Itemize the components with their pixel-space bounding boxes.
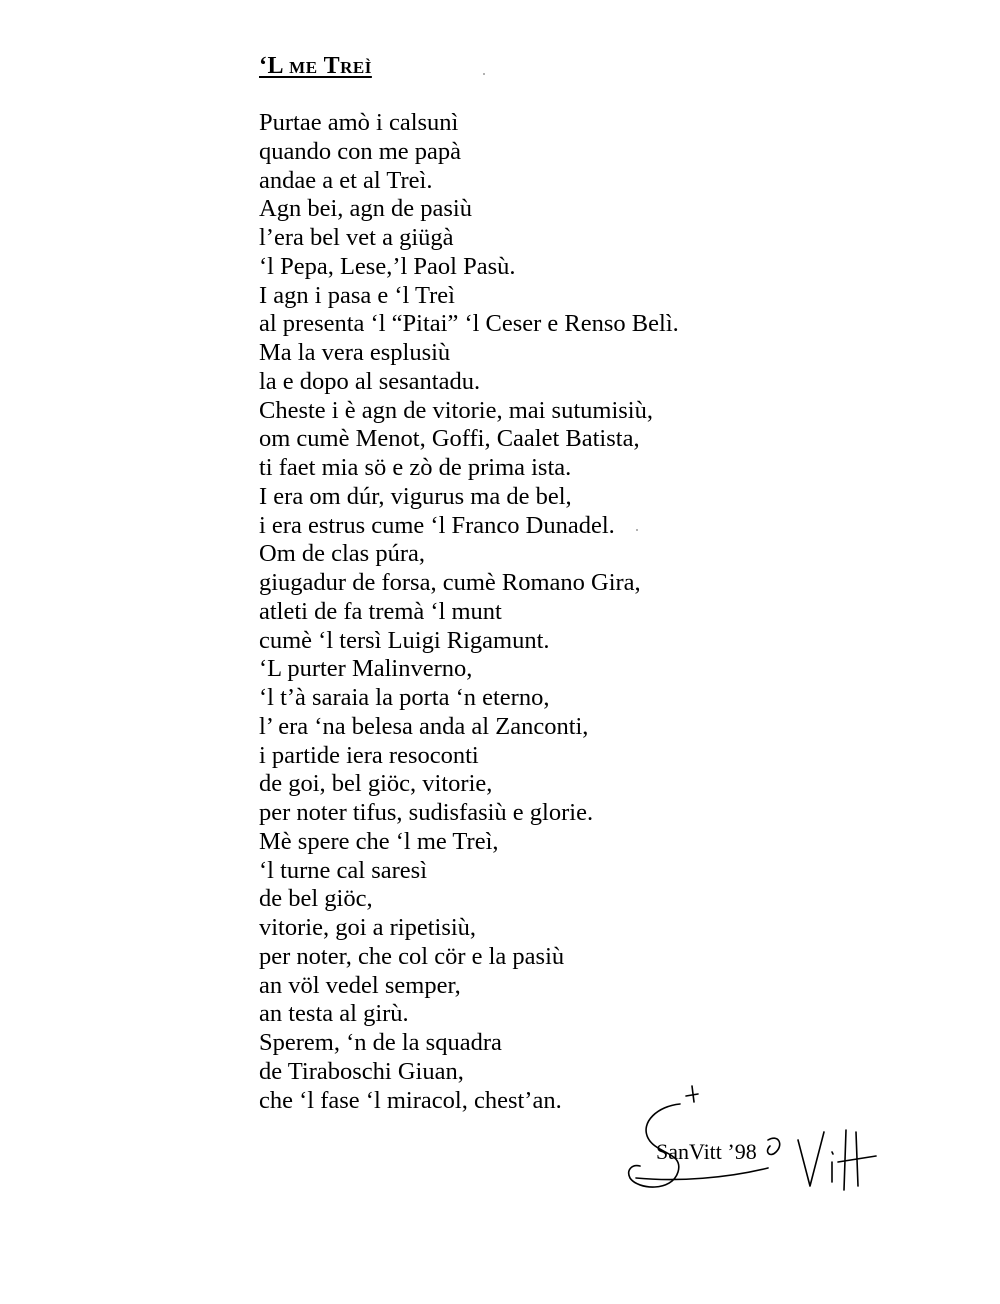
poem-line: Sperem, ‘n de la squadra (259, 1029, 502, 1056)
poem-line: al presenta ‘l “Pitai” ‘l Ceser e Renso Belì. (259, 310, 679, 338)
poem-line: ‘l t’à saraia la porta ‘n eterno, (259, 684, 550, 711)
poem-line: ‘l Pepa, Lese,’l Paol Pasù. (259, 252, 516, 280)
signature (618, 1082, 880, 1206)
poem-line: la e dopo al sesantadu. (259, 367, 481, 395)
poem-line: i partide iera resoconti (259, 741, 479, 769)
poem-line: Cheste i è agn de vitorie, mai sutumisiù, (259, 396, 653, 424)
poem-line: quando con me papà (259, 137, 462, 165)
poem-line: andae a et al Treì. (259, 166, 433, 194)
poem-line: I era om dúr, vigurus ma de bel, (259, 482, 572, 510)
poem-line: ‘L purter Malinverno, (259, 655, 473, 683)
poem-line: l’ era ‘na belesa anda al Zanconti, (259, 712, 589, 740)
poem-line: per noter, che col cör e la pasiù (259, 942, 565, 970)
poem-line: ti faet mia sö e zò de prima ista. (259, 454, 572, 481)
poem-line: giugadur de forsa, cumè Romano Gira, (259, 569, 641, 596)
poem-line: Agn bei, agn de pasiù (259, 195, 472, 223)
poem-title: ‘L me Treì (259, 53, 372, 79)
poem-line: de Tiraboschi Giuan, (259, 1057, 464, 1085)
poem-line: cumè ‘l tersì Luigi Rigamunt. (259, 626, 550, 654)
poem-line: che ‘l fase ‘l miracol, chest’an. (259, 1086, 562, 1114)
poem-line: Om de clas púra, (259, 540, 425, 568)
signature-text: SanVitt ’98 (656, 1139, 757, 1164)
scan-speck (483, 73, 485, 75)
poem-line: om cumè Menot, Goffi, Caalet Batista, (259, 425, 640, 453)
poem-line: l’era bel vet a giügà (259, 224, 454, 251)
poem-line: I agn i pasa e ‘l Treì (259, 281, 455, 309)
scan-speck (636, 529, 638, 531)
poem-line: de bel giöc, (259, 885, 373, 913)
poem-line: per noter tifus, sudisfasiù e glorie. (259, 799, 594, 826)
poem-line: de goi, bel giöc, vitorie, (259, 770, 493, 798)
poem-line: Mè spere che ‘l me Treì, (259, 827, 499, 855)
poem-line: Purtae amò i calsunì (259, 109, 459, 136)
poem-body (259, 109, 679, 1115)
poem-line: vitorie, goi a ripetisiù, (259, 914, 477, 941)
poem-line: an testa al girù. (259, 1000, 409, 1028)
poem-line: atleti de fa tremà ‘l munt (259, 597, 502, 625)
poem-line: ‘l turne cal saresì (259, 856, 428, 884)
poem-line: i era estrus cume ‘l Franco Dunadel. (259, 511, 615, 539)
poem-line: an völ vedel semper, (259, 971, 461, 999)
poem-line: Ma la vera esplusiù (259, 339, 451, 366)
